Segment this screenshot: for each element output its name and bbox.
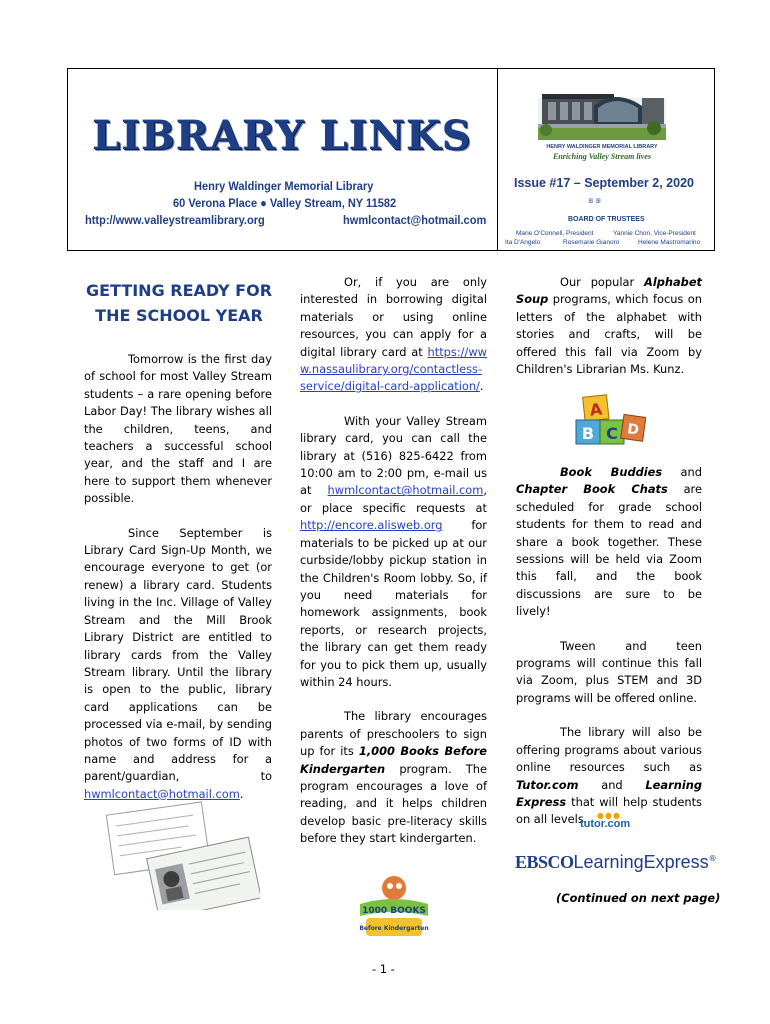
photo-caption: HENRY WALDINGER MEMORIAL LIBRARY [546, 144, 658, 150]
website-link[interactable]: http://www.valleystreamlibrary.org [85, 213, 265, 227]
1000-books-badge [356, 874, 432, 940]
trustee-name: Helene Mastromarino [638, 239, 701, 246]
block-letter: D [626, 421, 640, 439]
badge-title: 1000 BOOKS [362, 906, 426, 916]
trustee-name: Ita D'Angelo [505, 239, 541, 246]
alphabet-blocks-image [574, 394, 646, 448]
ornament-divider: ꕥ ꕥ [588, 198, 602, 205]
paragraph: Or, if you are only interested in borrowing digital materials or using online resources, you can apply for a digital library card at https://www.nassaulibrary.org/contactless-service/digital-card-application/. [300, 275, 487, 394]
tutor-com-logo: tutor.com [580, 818, 631, 830]
digital-card-link[interactable]: https://www.nassaulibrary.org/contactless-service/digital-card-application/ [300, 344, 487, 394]
email-link[interactable]: hwmlcontact@hotmail.com [327, 483, 484, 498]
paragraph: The library encourages parents of preschoolers to sign up for its 1,000 Books Before Kindergarten program. The program encourages a love of reading, and it helps children develop basic pre-literacy skills before they start kindergarten. [300, 709, 487, 846]
id-cards-image [100, 798, 260, 910]
column-3-continued [516, 464, 702, 829]
paragraph: Tween and teen programs will continue this fall via Zoom, plus STEM and 3D programs will be offered online. [516, 638, 702, 705]
encore-link[interactable]: http://encore.alisweb.org [300, 518, 443, 533]
library-name: Henry Waldinger Memorial Library [194, 179, 374, 193]
masthead-title: LIBRARY LINKS [92, 112, 472, 159]
paragraph: Our popular Alphabet Soup programs, which focus on letters of the alphabet with stories and crafts, will be offered this fall via Zoom by Children's Librarian Ms. Kunz. [516, 275, 702, 377]
column-3 [516, 274, 702, 378]
paragraph: With your Valley Stream library card, you can call the library at (516) 825-6422 from 10:00 am to 2:00 pm, e-mail us at hwmlcontact@hotmail.com, or place specific requests at http://encore.alisweb.org for materials to be picked up at our curbside/lobby pickup station in the Children's Room lobby. So, if you need materials for homework assignments, book reports, or research projects, the library can get them ready for you to pick them up, usually within 24 hours. [300, 413, 487, 689]
trustee-name: Marie O'Connell, President [516, 230, 594, 237]
block-letter: A [588, 399, 604, 420]
column-2 [300, 274, 487, 848]
email-link[interactable]: hwmlcontact@hotmail.com [343, 213, 487, 227]
ebsco-learningexpress-logo: EBSCOLearningExpress® [515, 852, 717, 872]
paragraph: Tomorrow is the first day of school for most Valley Stream students – a rare opening before Labor Day! The library wishes all the children, teens, and teachers a successful school year, and the staff and I are here to support them whenever possible. [84, 352, 272, 506]
paragraph: Book Buddies and Chapter Book Chats are scheduled for grade school students for them to read and share a book together. These sessions will be held via Zoom this fall, and the book discussions are sure to be lively! [516, 465, 702, 619]
email-link[interactable]: hwmlcontact@hotmail.com [84, 786, 240, 801]
tutor-logo-dots: ●●● [597, 811, 621, 820]
issue-date: Issue #17 – September 2, 2020 [514, 176, 694, 190]
paragraph: Since September is Library Card Sign-Up Month, we encourage everyone to get (or renew) a library card. Students living in the Inc. Village of Valley Stream and the Mill Brook Library District are entitled to library cards from the Valley Stream library. Until the library is open to the public, library card applications can be processed via e-mail, by sending photos of two forms of ID with name and address for a parent/guardian, to hwmlcontact@hotmail.com. [84, 525, 272, 801]
trustee-name: Yannie Chon, Vice-President [613, 230, 696, 237]
paragraph: The library will also be offering programs about various online resources such as Tutor.com and Learning Express that will help students on all levels. [516, 725, 702, 827]
continued-note: (Continued on next page) [556, 891, 721, 905]
header-divider [497, 68, 498, 251]
block-letter: B [581, 424, 595, 443]
badge-subtitle: Before Kindergarten [359, 925, 429, 932]
trustees-heading: BOARD OF TRUSTEES [568, 216, 645, 223]
trustee-name: Rosemarie Gianoro [563, 239, 620, 246]
column-1 [84, 351, 272, 803]
library-tagline: Enriching Valley Stream lives [552, 152, 651, 161]
library-address: 60 Verona Place ● Valley Stream, NY 11582 [173, 196, 397, 210]
library-building-photo [538, 84, 666, 140]
page-number: - 1 - [372, 962, 395, 976]
block-letter: C [606, 424, 618, 443]
article-title: GETTING READY FOR THE SCHOOL YEAR [85, 281, 273, 325]
